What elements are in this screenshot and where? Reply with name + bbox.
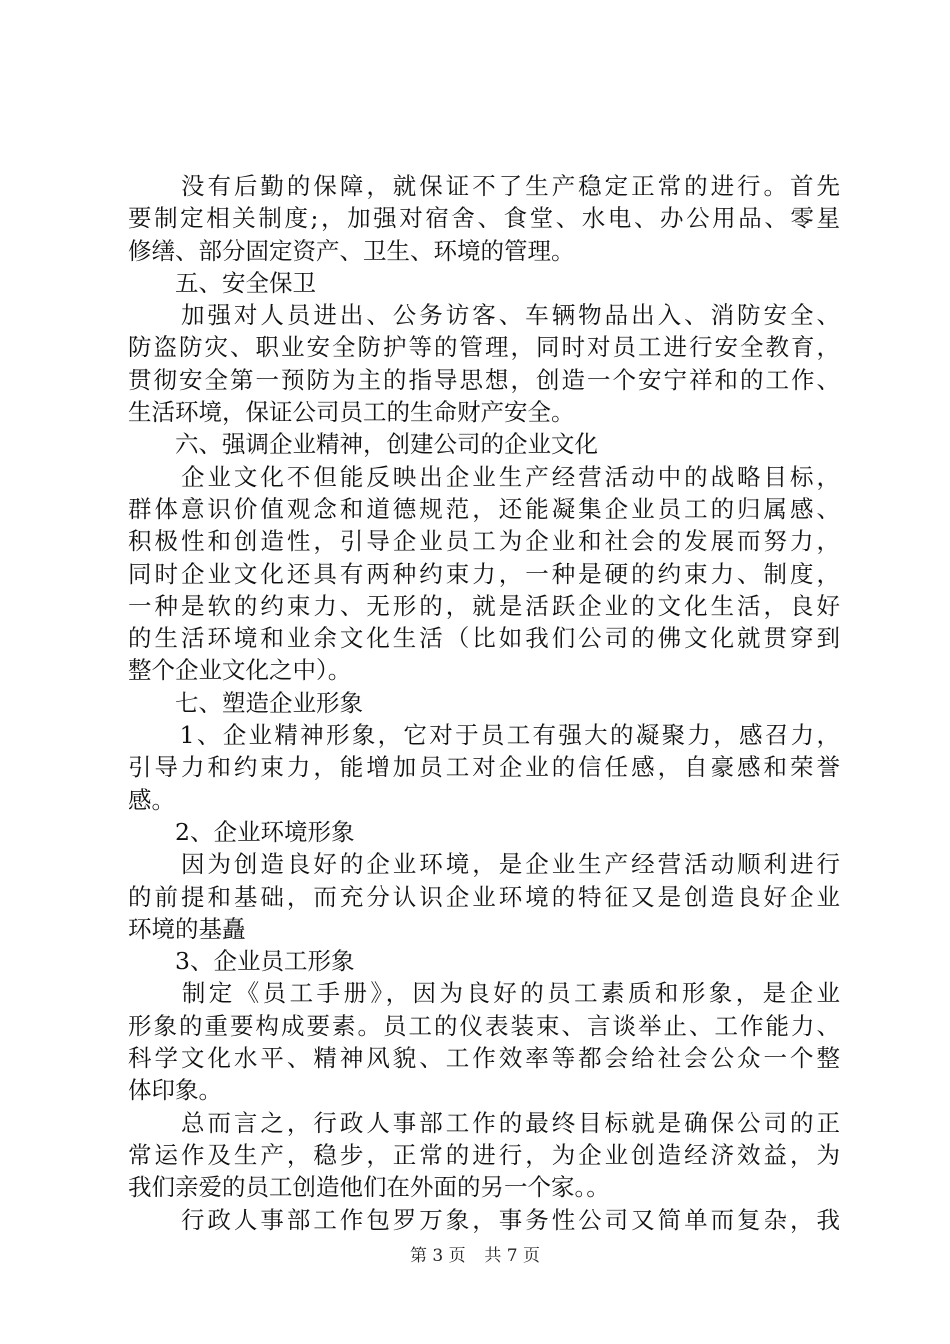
text-line: 加强对人员进出、公务访客、车辆物品出入、消防安全、	[128, 301, 840, 330]
text-line: 制定《员工手册》，因为良好的员工素质和形象，是企业	[128, 979, 840, 1008]
text-line: 防盗防灾、职业安全防护等的管理，同时对员工进行安全教育，	[128, 333, 840, 362]
text-line: 1、企业精神形象，它对于员工有强大的凝聚力，感召力，	[128, 721, 840, 750]
page-number: 第 3 页	[409, 1246, 466, 1266]
text-line: 整个企业文化之中）。	[128, 656, 352, 685]
text-line: 感。	[128, 785, 175, 814]
text-line: 修缮、部分固定资产、卫生、环境的管理。	[128, 236, 575, 265]
text-line: 同时企业文化还具有两种约束力，一种是硬的约束力、制度，	[128, 559, 840, 588]
text-line: 七、塑造企业形象	[128, 688, 363, 717]
text-line: 群体意识价值观念和道德规范，还能凝集企业员工的归属感、	[128, 494, 840, 523]
text-line: 一种是软的约束力、无形的，就是活跃企业的文化生活，良好	[128, 591, 840, 620]
text-line: 因为创造良好的企业环境，是企业生产经营活动顺利进行	[128, 850, 840, 879]
text-line: 贯彻安全第一预防为主的指导思想，创造一个安宁祥和的工作、	[128, 365, 840, 394]
text-line: 没有后勤的保障，就保证不了生产稳定正常的进行。首先	[128, 172, 840, 200]
text-line: 积极性和创造性，引导企业员工为企业和社会的发展而努力，	[128, 527, 840, 556]
text-line: 形象的重要构成要素。员工的仪表装束、言谈举止、工作能力、	[128, 1011, 840, 1040]
text-line: 体印象。	[128, 1076, 222, 1105]
text-line: 要制定相关制度;，加强对宿舍、食堂、水电、办公用品、零星	[128, 204, 840, 233]
text-line: 六、强调企业精神，创建公司的企业文化	[128, 430, 598, 459]
text-line: 五、安全保卫	[128, 268, 316, 297]
page-total: 共 7 页	[484, 1246, 541, 1266]
text-line: 常运作及生产，稳步，正常的进行，为企业创造经济效益，为	[128, 1140, 840, 1169]
text-line: 科学文化水平、精神风貌、工作效率等都会给社会公众一个整	[128, 1044, 840, 1073]
page-footer	[0, 1244, 950, 1268]
text-line: 总而言之，行政人事部工作的最终目标就是确保公司的正	[128, 1108, 840, 1137]
document-body	[128, 170, 840, 1236]
text-line: 的生活环境和业余文化生活（比如我们公司的佛文化就贯穿到	[128, 624, 840, 653]
text-line: 引导力和约束力，能增加员工对企业的信任感，自豪感和荣誉	[128, 753, 840, 782]
text-line: 3、企业员工形象	[128, 947, 355, 976]
text-line: 企业文化不但能反映出企业生产经营活动中的战略目标，	[128, 462, 840, 491]
text-line: 的前提和基础，而充分认识企业环境的特征又是创造良好企业	[128, 882, 840, 911]
text-line: 生活环境，保证公司员工的生命财产安全。	[128, 398, 575, 427]
text-line: 2、企业环境形象	[128, 817, 355, 846]
text-line: 我们亲爱的员工创造他们在外面的另一个家。。	[128, 1173, 610, 1202]
text-line: 行政人事部工作包罗万象，事务性公司又简单而复杂，我	[128, 1205, 840, 1234]
text-line: 环境的基矗	[128, 914, 246, 943]
